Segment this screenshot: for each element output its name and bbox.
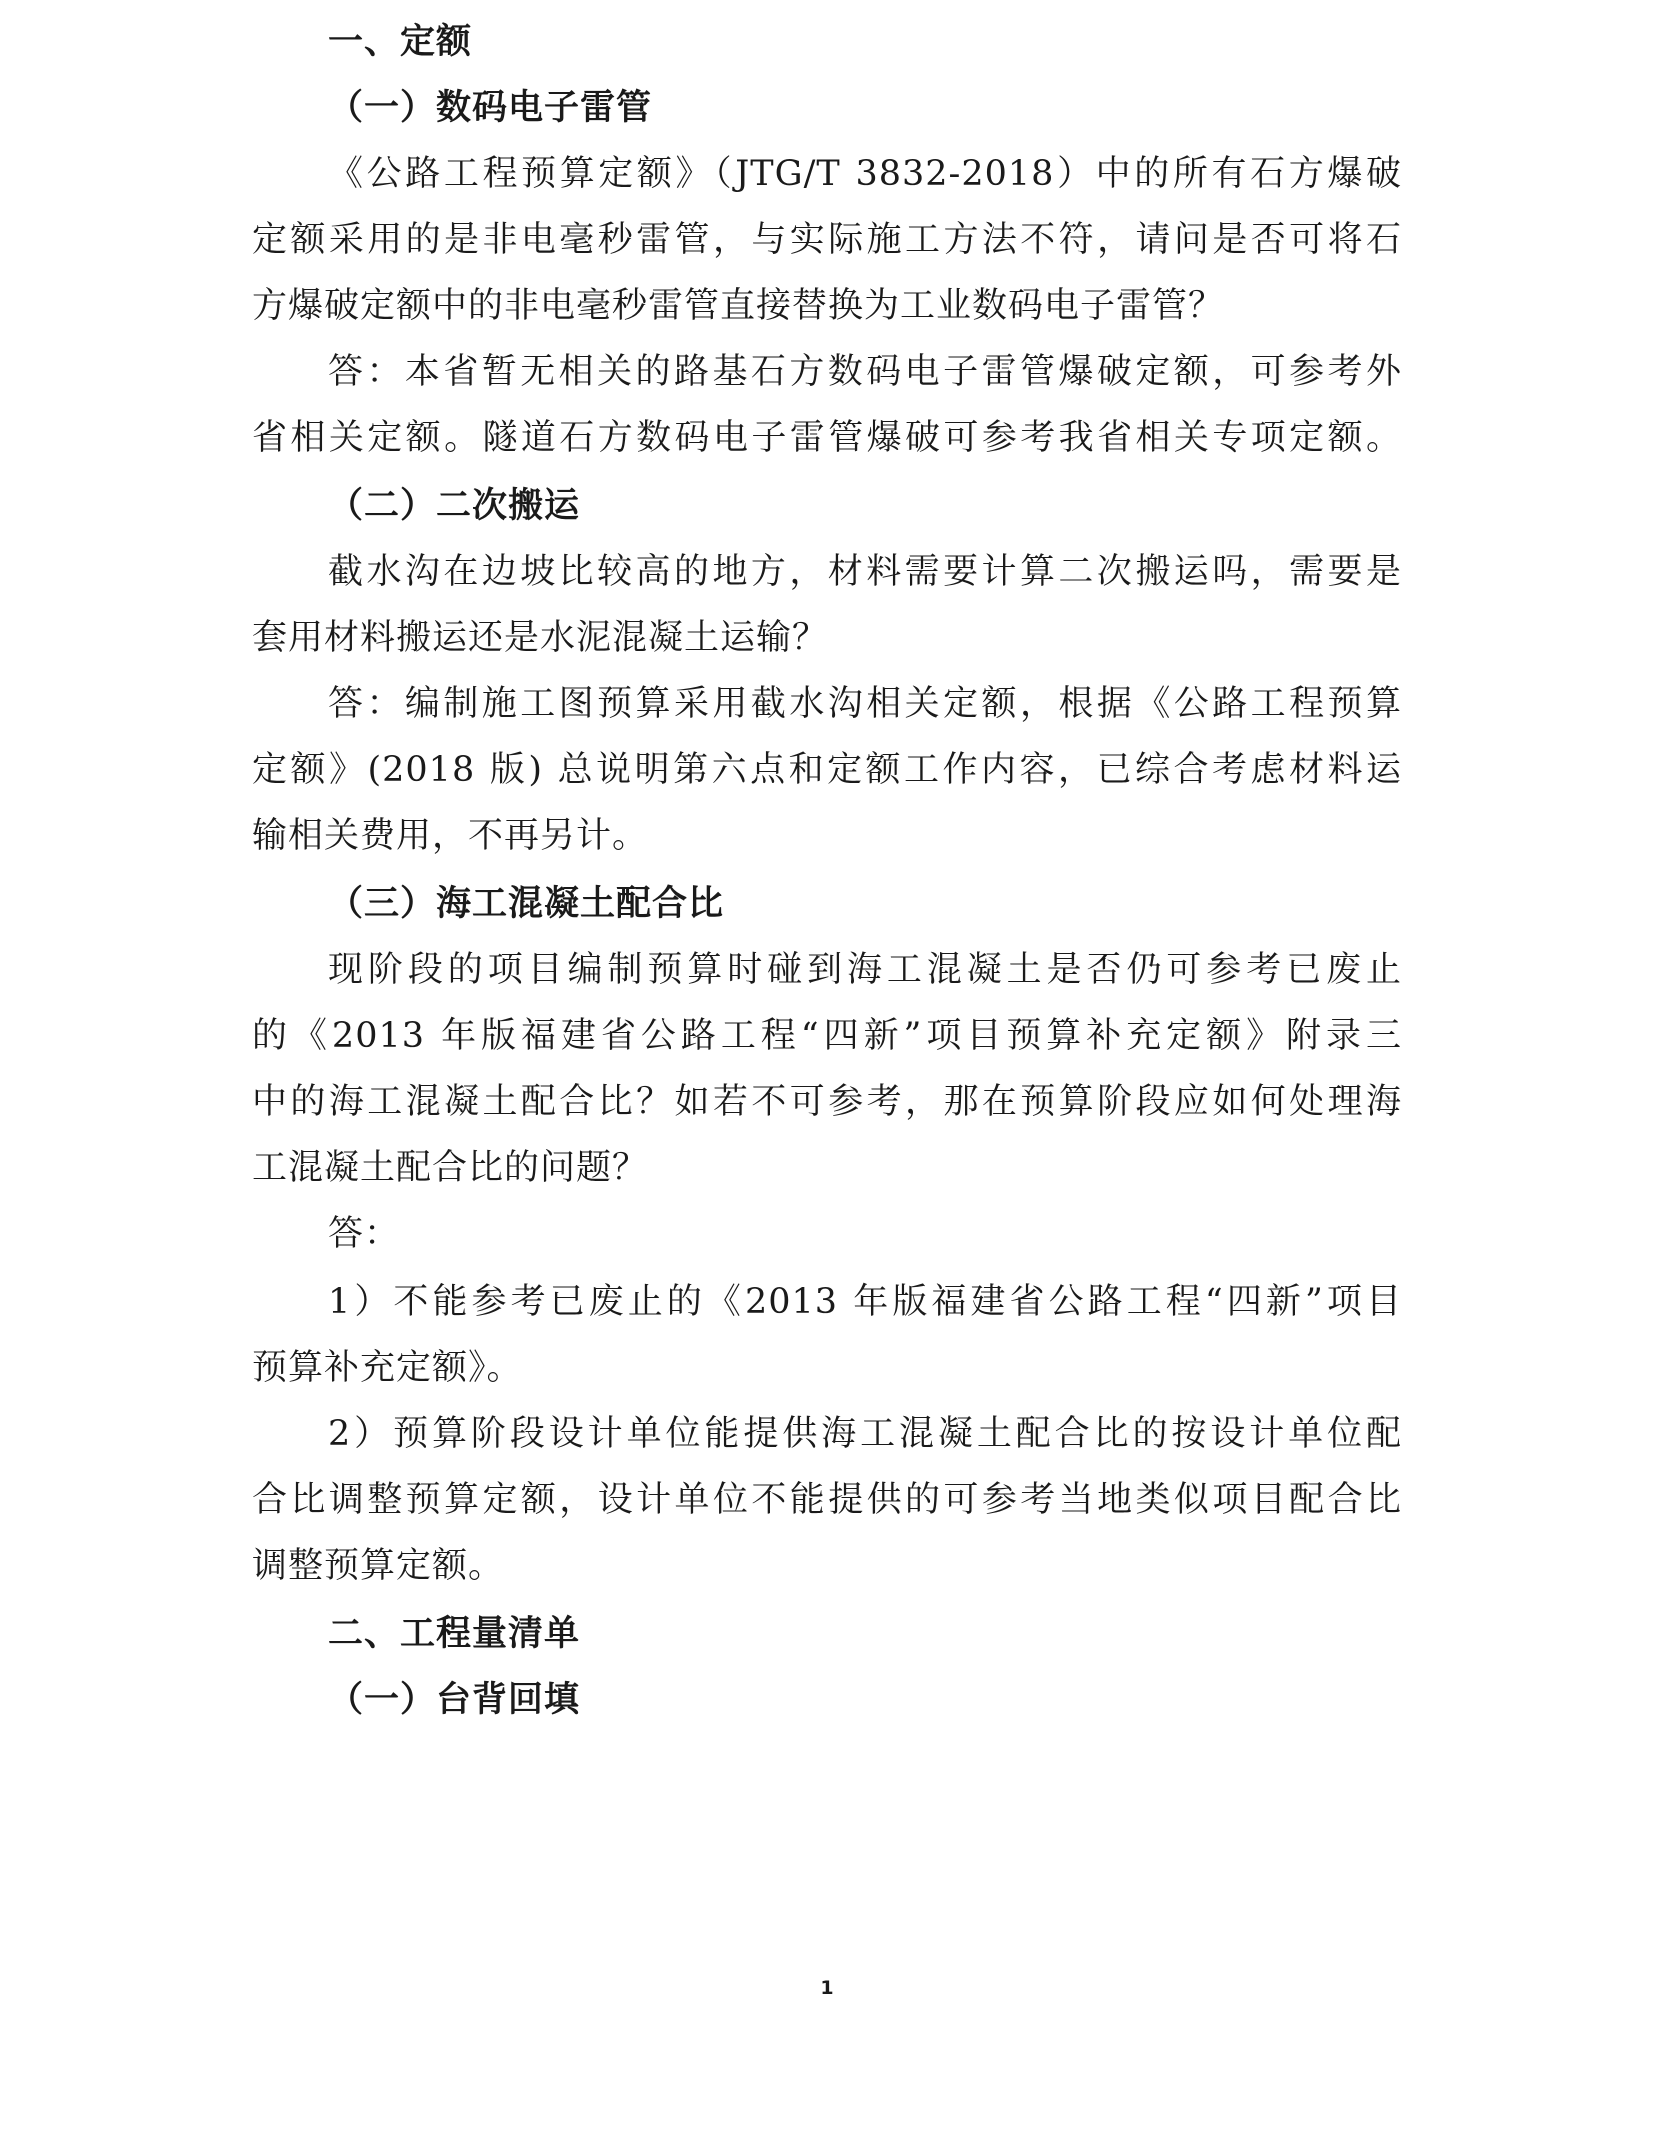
subsection-2-1-title: （一）台背回填: [328, 1680, 581, 1720]
paragraph-line: 2）预算阶段设计单位能提供海工混凝土配合比的按设计单位配: [328, 1414, 1402, 1454]
paragraph-line: 中的海工混凝土配合比？如若不可参考，那在预算阶段应如何处理海: [252, 1082, 1402, 1122]
paragraph-line: 输相关费用，不再另计。: [252, 816, 649, 856]
paragraph-line: 合比调整预算定额，设计单位不能提供的可参考当地类似项目配合比: [252, 1480, 1402, 1520]
paragraph-line: 《公路工程预算定额》（JTG/T 3832-2018）中的所有石方爆破: [328, 154, 1402, 194]
page-number: 1: [820, 1977, 834, 1999]
paragraph-line: 套用材料搬运还是水泥混凝土运输？: [252, 618, 829, 658]
subsection-1-2-title: （二）二次搬运: [328, 486, 581, 526]
paragraph-line: 省相关定额。隧道石方数码电子雷管爆破可参考我省相关专项定额。: [252, 418, 1402, 458]
paragraph-line: 现阶段的项目编制预算时碰到海工混凝土是否仍可参考已废止: [328, 950, 1402, 990]
subsection-1-1-title: （一）数码电子雷管: [328, 88, 653, 128]
paragraph-line: 定额》(2018 版) 总说明第六点和定额工作内容，已综合考虑材料运: [252, 750, 1402, 790]
paragraph-line: 预算补充定额》。: [252, 1348, 523, 1388]
paragraph-line: 的《2013 年版福建省公路工程“四新”项目预算补充定额》附录三: [252, 1016, 1402, 1056]
paragraph-line: 答：编制施工图预算采用截水沟相关定额，根据《公路工程预算: [328, 684, 1402, 724]
section-1-title: 一、定额: [328, 22, 473, 62]
section-2-title: 二、工程量清单: [328, 1614, 581, 1654]
paragraph-line: 答：本省暂无相关的路基石方数码电子雷管爆破定额，可参考外: [328, 352, 1402, 392]
paragraph-line: 定额采用的是非电毫秒雷管，与实际施工方法不符，请问是否可将石: [252, 220, 1402, 260]
paragraph-line: 调整预算定额。: [252, 1546, 505, 1586]
paragraph-line: 1）不能参考已废止的《2013 年版福建省公路工程“四新”项目: [328, 1282, 1402, 1322]
paragraph-line: 方爆破定额中的非电毫秒雷管直接替换为工业数码电子雷管？: [252, 286, 1225, 326]
answer-label: 答：: [328, 1214, 401, 1254]
paragraph-line: 截水沟在边坡比较高的地方，材料需要计算二次搬运吗，需要是: [328, 552, 1402, 592]
subsection-1-3-title: （三）海工混凝土配合比: [328, 884, 725, 924]
paragraph-line: 工混凝土配合比的问题？: [252, 1148, 649, 1188]
